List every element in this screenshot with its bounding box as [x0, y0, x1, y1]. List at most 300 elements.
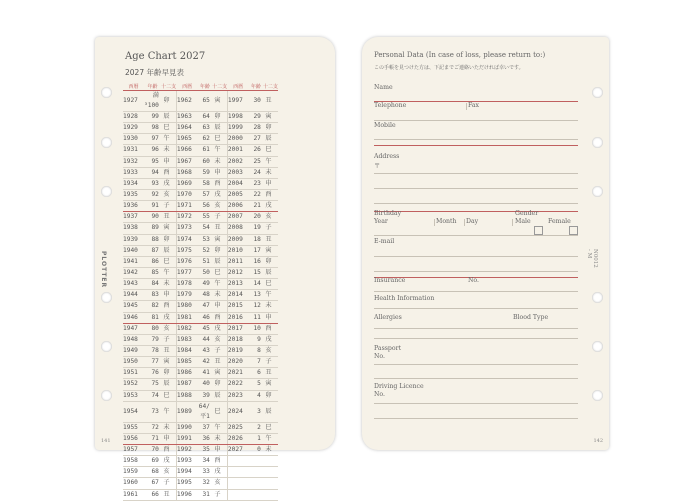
cell-year: 1966 [176, 145, 198, 156]
cell-age: 7 [249, 357, 263, 368]
cell-age: 24 [249, 167, 263, 178]
binder-hole [592, 137, 603, 148]
binder-hole [101, 87, 112, 98]
cell-age: 1 [249, 433, 263, 444]
table-row [123, 267, 278, 278]
cell-zodiac: 午 [212, 422, 228, 433]
cell-zodiac: 丑 [161, 489, 177, 500]
cell-age: 22 [249, 189, 263, 200]
cell-zodiac: 戌 [212, 467, 228, 478]
cell-zodiac [263, 478, 278, 489]
cell-age: 39 [198, 390, 212, 401]
header-age: 年齢 [250, 83, 261, 90]
cell-year: 2004 [227, 178, 249, 189]
cell-age: 72 [144, 422, 161, 433]
cell-year: 2015 [227, 301, 249, 312]
cell-age: 64 [198, 112, 212, 123]
cell-age [249, 478, 263, 489]
header-zodiac: 十二支 [161, 83, 177, 90]
cell-year: 1975 [176, 245, 198, 256]
cell-age: 8 [249, 345, 263, 356]
cell-zodiac: 未 [212, 433, 228, 444]
birthday-field[interactable] [374, 235, 578, 236]
email-line-2[interactable] [374, 271, 578, 272]
address-line-1[interactable] [374, 173, 578, 174]
cell-year: 1940 [123, 245, 144, 256]
blood-type-label: Blood Type [513, 314, 549, 321]
table-row [123, 444, 278, 455]
cell-age: 31 [198, 489, 212, 500]
cell-zodiac: 巳 [212, 134, 228, 145]
cell-year: 1977 [176, 267, 198, 278]
cell-zodiac: 丑 [212, 357, 228, 368]
cell-year: 1997 [227, 91, 249, 112]
cell-year: 1979 [176, 290, 198, 301]
cell-age: 35 [198, 444, 212, 455]
table-row [123, 433, 278, 444]
name-label: Name [374, 84, 393, 91]
cell-age: 60 [198, 156, 212, 167]
cell-age: 27 [249, 134, 263, 145]
cell-age: 32 [198, 478, 212, 489]
cell-age: 14 [249, 279, 263, 290]
brand-logo: PLOTTER [100, 251, 107, 289]
passport-no-label: No. [374, 353, 385, 360]
telephone-fax-field[interactable] [374, 120, 578, 121]
cell-zodiac: 亥 [161, 467, 177, 478]
cell-age: 46 [198, 312, 212, 323]
table-row [123, 467, 278, 478]
cell-zodiac: 酉 [161, 444, 177, 455]
cell-zodiac: 辰 [263, 267, 278, 278]
cell-year: 1982 [176, 323, 198, 334]
cell-zodiac: 子 [212, 345, 228, 356]
cell-year: 1974 [176, 234, 198, 245]
table-row [123, 345, 278, 356]
table-row [123, 223, 278, 234]
page-subtitle: 2027 年齢早見表 [125, 68, 184, 77]
address-label: Address [374, 153, 400, 160]
cell-year: 1950 [123, 357, 144, 368]
binder-hole [101, 341, 112, 352]
field-divider [434, 219, 435, 226]
cell-zodiac: 戌 [212, 323, 228, 334]
cell-year: 1969 [176, 178, 198, 189]
cell-age: 88 [144, 234, 161, 245]
cell-age: 10 [249, 323, 263, 334]
day-label: Day [466, 218, 479, 225]
binder-hole [101, 292, 112, 303]
cell-age: 44 [198, 334, 212, 345]
cell-age: 89 [144, 223, 161, 234]
cell-age: 50 [198, 267, 212, 278]
cell-year: 1996 [176, 489, 198, 500]
cell-age: 67 [144, 478, 161, 489]
field-divider [466, 103, 467, 110]
cell-year: 2005 [227, 189, 249, 200]
cell-age: 69 [144, 456, 161, 467]
cell-zodiac: 申 [263, 312, 278, 323]
cell-age: 73 [144, 401, 161, 422]
cell-age: 23 [249, 178, 263, 189]
cell-age: 98 [144, 123, 161, 134]
table-row [123, 489, 278, 500]
cell-year: 1953 [123, 390, 144, 401]
cell-age: 25 [249, 156, 263, 167]
cell-year: 1985 [176, 357, 198, 368]
binder-hole [592, 341, 603, 352]
cell-zodiac: 未 [161, 422, 177, 433]
cell-year: 1946 [123, 312, 144, 323]
mobile-field[interactable] [374, 139, 578, 140]
cell-age: 70 [144, 444, 161, 455]
cell-year: 1947 [123, 323, 144, 334]
cell-age: 71 [144, 433, 161, 444]
age-chart-table [123, 82, 278, 501]
cell-zodiac: 未 [212, 156, 228, 167]
cell-age: 83 [144, 290, 161, 301]
header-age: 年齢 [144, 82, 161, 91]
header-age: 年齢 [199, 83, 210, 90]
health-field[interactable] [374, 308, 578, 309]
cell-age: 97 [144, 134, 161, 145]
cell-year: 2016 [227, 312, 249, 323]
header-year: 西暦 [176, 82, 198, 91]
cell-age: 34 [198, 456, 212, 467]
cell-year [227, 478, 249, 489]
cell-age: 16 [249, 256, 263, 267]
birthday-label: Birthday [374, 210, 402, 217]
field-divider [464, 219, 465, 226]
cell-age: 42 [198, 357, 212, 368]
cell-year: 1965 [176, 134, 198, 145]
cell-zodiac: 卯 [161, 368, 177, 379]
cell-age: 91 [144, 201, 161, 212]
cell-zodiac: 巳 [263, 279, 278, 290]
table-row [123, 91, 278, 112]
cell-zodiac: 午 [263, 290, 278, 301]
table-row [123, 167, 278, 178]
cell-zodiac: 午 [212, 279, 228, 290]
allergies-field-2[interactable] [374, 338, 578, 339]
cell-zodiac: 辰 [263, 134, 278, 145]
passport-label: Passport [374, 345, 402, 352]
cell-zodiac: 申 [212, 301, 228, 312]
cell-year: 1988 [176, 390, 198, 401]
cell-zodiac: 寅 [263, 379, 278, 390]
driving-field[interactable] [374, 403, 578, 404]
cell-year: 1954 [123, 401, 144, 422]
cell-age: 93 [144, 178, 161, 189]
cell-zodiac: 辰 [161, 112, 177, 123]
cell-age: 37 [198, 422, 212, 433]
cell-zodiac: 丑 [263, 368, 278, 379]
passport-field-2[interactable] [374, 378, 578, 379]
cell-age: 5 [249, 379, 263, 390]
cell-year: 1984 [176, 345, 198, 356]
cell-zodiac: 午 [263, 433, 278, 444]
cell-zodiac: 酉 [212, 456, 228, 467]
cell-age: 満³100 [144, 91, 161, 112]
cell-year: 1967 [176, 156, 198, 167]
cell-age: 48 [198, 290, 212, 301]
cell-year: 1948 [123, 334, 144, 345]
page-number: 142 [593, 438, 603, 444]
cell-year: 2013 [227, 279, 249, 290]
cell-zodiac: 子 [212, 212, 228, 223]
cell-year: 1998 [227, 112, 249, 123]
cell-age: 33 [198, 467, 212, 478]
table-row [123, 279, 278, 290]
cell-age: 15 [249, 267, 263, 278]
female-checkbox[interactable] [569, 226, 578, 235]
cell-zodiac: 午 [212, 145, 228, 156]
cell-age: 40 [198, 379, 212, 390]
email-line-1[interactable] [374, 256, 578, 257]
cell-age: 2 [249, 422, 263, 433]
cell-year: 2022 [227, 379, 249, 390]
cell-age: 55 [198, 212, 212, 223]
cell-year: 2017 [227, 323, 249, 334]
cell-year: 1987 [176, 379, 198, 390]
cell-zodiac: 卯 [212, 379, 228, 390]
cell-age: 3 [249, 401, 263, 422]
cell-year: 2014 [227, 290, 249, 301]
cell-zodiac: 午 [263, 156, 278, 167]
cell-age: 9 [249, 334, 263, 345]
cell-zodiac: 未 [161, 279, 177, 290]
cell-zodiac: 未 [212, 290, 228, 301]
cell-year: 1960 [123, 478, 144, 489]
cell-age: 65 [198, 91, 212, 112]
cell-year: 2020 [227, 357, 249, 368]
cell-age: 63 [198, 123, 212, 134]
cell-year: 1961 [123, 489, 144, 500]
table-row [123, 189, 278, 200]
cell-age: 19 [249, 223, 263, 234]
header-year: 西暦 [123, 82, 144, 91]
driving-field-2[interactable] [374, 418, 578, 419]
cell-year: 2001 [227, 145, 249, 156]
table-row [123, 379, 278, 390]
table-row [123, 422, 278, 433]
cell-zodiac: 申 [263, 178, 278, 189]
cell-age: 99 [144, 112, 161, 123]
cell-year: 1990 [176, 422, 198, 433]
cell-year: 1952 [123, 379, 144, 390]
table-row [123, 478, 278, 489]
cell-zodiac: 申 [161, 290, 177, 301]
cell-year: 2002 [227, 156, 249, 167]
mobile-label: Mobile [374, 122, 396, 129]
cell-year: 2027 [227, 444, 249, 455]
cell-year: 1934 [123, 178, 144, 189]
cell-year: 1959 [123, 467, 144, 478]
binder-hole [592, 87, 603, 98]
cell-zodiac: 戌 [263, 334, 278, 345]
cell-zodiac: 卯 [263, 390, 278, 401]
table-header-row [123, 82, 278, 91]
cell-age: 61 [198, 145, 212, 156]
cell-age: 13 [249, 290, 263, 301]
section-divider [374, 145, 578, 146]
table-row [123, 178, 278, 189]
cell-year: 2012 [227, 267, 249, 278]
page-title: Age Chart 2027 [125, 51, 206, 62]
cell-year: 1968 [176, 167, 198, 178]
section-divider [374, 211, 578, 212]
cell-zodiac: 戌 [161, 456, 177, 467]
cell-age: 94 [144, 167, 161, 178]
cell-year: 1986 [176, 368, 198, 379]
cell-year: 1929 [123, 123, 144, 134]
address-line-2[interactable] [374, 188, 578, 189]
cell-zodiac: 酉 [161, 301, 177, 312]
cell-age: 53 [198, 234, 212, 245]
cell-age: 86 [144, 256, 161, 267]
year-label: Year [374, 218, 388, 225]
cell-year: 1930 [123, 134, 144, 145]
cell-age: 30 [249, 91, 263, 112]
cell-age: 51 [198, 256, 212, 267]
cell-year: 1928 [123, 112, 144, 123]
cell-year: 1945 [123, 301, 144, 312]
cell-year: 2008 [227, 223, 249, 234]
cell-age: 62 [198, 134, 212, 145]
table-row [123, 357, 278, 368]
cell-year: 1963 [176, 112, 198, 123]
cell-age: 79 [144, 334, 161, 345]
cell-zodiac: 亥 [161, 189, 177, 200]
cell-year: 2009 [227, 234, 249, 245]
cell-zodiac: 子 [263, 357, 278, 368]
fax-label: Fax [468, 102, 480, 109]
cell-age: 28 [249, 123, 263, 134]
cell-zodiac: 寅 [212, 368, 228, 379]
address-line-3[interactable] [374, 203, 578, 204]
cell-zodiac: 巳 [161, 390, 177, 401]
cell-year: 1956 [123, 433, 144, 444]
cell-age: 47 [198, 301, 212, 312]
binder-hole [101, 137, 112, 148]
cell-age [249, 489, 263, 500]
cell-zodiac: 丑 [263, 234, 278, 245]
insurance-label: Insurance [374, 277, 406, 284]
cell-age: 52 [198, 245, 212, 256]
cell-year: 1939 [123, 234, 144, 245]
cell-zodiac: 子 [161, 201, 177, 212]
cell-zodiac: 巳 [212, 401, 228, 422]
cell-age: 74 [144, 390, 161, 401]
cell-zodiac: 丑 [212, 223, 228, 234]
passport-field[interactable] [374, 364, 578, 365]
female-label: Female [548, 218, 571, 225]
cell-zodiac: 亥 [212, 201, 228, 212]
male-checkbox[interactable] [534, 226, 543, 235]
email-label: E-mail [374, 238, 395, 245]
cell-zodiac: 子 [212, 489, 228, 500]
cell-age: 17 [249, 245, 263, 256]
cell-zodiac: 戌 [263, 201, 278, 212]
cell-age: 21 [249, 201, 263, 212]
cell-age [249, 456, 263, 467]
cell-zodiac: 酉 [212, 178, 228, 189]
cell-age: 20 [249, 212, 263, 223]
cell-age: 68 [144, 467, 161, 478]
cell-zodiac: 丑 [161, 345, 177, 356]
cell-zodiac: 辰 [161, 379, 177, 390]
cell-zodiac: 辰 [263, 401, 278, 422]
cell-zodiac: 申 [212, 167, 228, 178]
table-row [123, 201, 278, 212]
cell-year: 1957 [123, 444, 144, 455]
cell-year: 1931 [123, 145, 144, 156]
cell-year: 1942 [123, 267, 144, 278]
cell-age: 36 [198, 433, 212, 444]
cell-zodiac: 巳 [263, 145, 278, 156]
cell-zodiac: 巳 [161, 123, 177, 134]
allergies-field[interactable] [374, 328, 578, 329]
table-row [123, 390, 278, 401]
table-row [123, 212, 278, 223]
cell-year: 1989 [176, 401, 198, 422]
cell-age: 96 [144, 145, 161, 156]
cell-zodiac: 辰 [212, 390, 228, 401]
cell-zodiac [263, 467, 278, 478]
month-label: Month [436, 218, 457, 225]
cell-zodiac: 寅 [263, 245, 278, 256]
cell-age: 80 [144, 323, 161, 334]
cell-zodiac: 戌 [161, 312, 177, 323]
cell-age: 49 [198, 279, 212, 290]
cell-year: 1955 [123, 422, 144, 433]
cell-zodiac: 卯 [212, 245, 228, 256]
cell-zodiac: 酉 [263, 323, 278, 334]
field-divider [512, 219, 513, 226]
table-row [123, 368, 278, 379]
cell-year: 1938 [123, 223, 144, 234]
cell-year: 1941 [123, 256, 144, 267]
cell-age: 57 [198, 189, 212, 200]
cell-year: 1943 [123, 279, 144, 290]
driving-no-label: No. [374, 391, 385, 398]
cell-age: 41 [198, 368, 212, 379]
table-row [123, 301, 278, 312]
page-number: 141 [101, 438, 111, 444]
cell-year: 1970 [176, 189, 198, 200]
table-row [123, 401, 278, 422]
cell-zodiac: 申 [161, 433, 177, 444]
cell-zodiac: 申 [161, 156, 177, 167]
cell-year: 1927 [123, 91, 144, 112]
cell-year: 1980 [176, 301, 198, 312]
cell-year: 2003 [227, 167, 249, 178]
cell-age: 85 [144, 267, 161, 278]
cell-year: 1951 [123, 368, 144, 379]
table-row [123, 134, 278, 145]
cell-zodiac: 亥 [212, 478, 228, 489]
cell-zodiac: 卯 [161, 91, 177, 112]
cell-age: 43 [198, 345, 212, 356]
insurance-field[interactable] [374, 291, 578, 292]
cell-zodiac: 寅 [263, 112, 278, 123]
cell-age: 54 [198, 223, 212, 234]
cell-zodiac: 午 [161, 401, 177, 422]
allergies-label: Allergies [374, 314, 402, 321]
cell-year: 1944 [123, 290, 144, 301]
cell-age [249, 467, 263, 478]
table-row [123, 112, 278, 123]
